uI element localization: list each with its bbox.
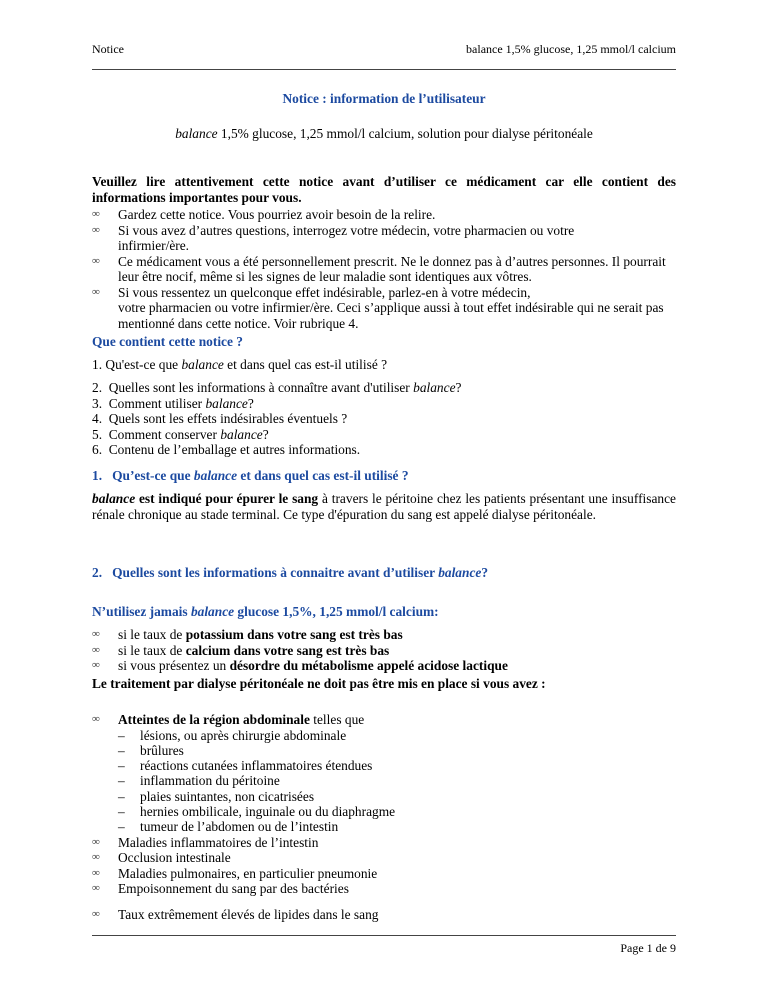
toc-item-4[interactable]: 4. Quels sont les effets indésirables éventuels ? <box>92 411 348 426</box>
section2-heading: 2. Quelles sont les informations à connaitre avant d’utiliser balance? <box>92 565 489 580</box>
dash-bullet-icon: – <box>118 727 125 743</box>
toc-list <box>92 380 676 458</box>
intro-warning: Veuillez lire attentivement cette notice avant d’utiliser ce médicament car elle contient des informations importantes pour vous. <box>92 174 676 205</box>
last-contra-item <box>92 907 676 923</box>
sub-list-item: – plaies suintantes, non cicatrisées <box>118 788 315 804</box>
toc-item-2[interactable]: 2. Quelles sont les informations à connaître avant d'utiliser balance? <box>92 380 462 395</box>
header-right-text: balance 1,5% glucose, 1,25 mmol/l calcium <box>466 42 676 56</box>
toc-item-3[interactable]: 3. Comment utiliser balance? <box>92 395 254 411</box>
infinity-bullet-icon: ∞ <box>92 851 100 864</box>
page-number: Page 1 de 9 <box>620 941 676 955</box>
toc-item-1[interactable]: 1. Qu'est-ce que balance et dans quel cas est-il utilisé ? <box>92 357 388 372</box>
footer-rule <box>92 935 676 936</box>
sub-list-item: – lésions, ou après chirurgie abdominale <box>118 727 347 743</box>
dash-bullet-icon: – <box>118 773 125 789</box>
list-item: ∞ Si vous ressentez un quelconque effet indésirable, parlez-en à votre médecin, votre pharmacien ou votre infirmier/ère. Ceci s’applique aussi à tout effet indésirable qui ne serait pas mentionné dans cette notice. Voir rubrique 4. <box>92 284 664 331</box>
sub-list-item: – hernies ombilicale, inguinale ou du diaphragme <box>118 803 396 819</box>
infinity-bullet-icon: ∞ <box>92 882 100 895</box>
document-subtitle <box>92 126 676 142</box>
dash-bullet-icon: – <box>118 819 125 835</box>
never-use-list <box>92 627 676 674</box>
section1-body: balance est indiqué pour épurer le sang à travers le péritoine chez les patients présentant une insuffisance rénale chronique au stade terminal. Ce type d'épuration du sang est appelé dialyse péritonéale. <box>92 491 676 522</box>
list-item: ∞ si vous présentez un désordre du métabolisme appelé acidose lactique <box>92 658 508 673</box>
section1-heading: 1. Qu’est-ce que balance et dans quel cas est-il utilisé ? <box>92 468 409 483</box>
list-item: ∞ si le taux de calcium dans votre sang est très bas <box>92 642 390 658</box>
infinity-bullet-icon: ∞ <box>92 643 100 656</box>
page-header <box>92 42 676 60</box>
infinity-bullet-icon: ∞ <box>92 866 100 879</box>
subtitle-rest: 1,5% glucose, 1,25 mmol/l calcium, solution pour dialyse péritonéale <box>217 126 593 141</box>
list-item: ∞ Empoisonnement du sang par des bactéries <box>92 881 349 897</box>
never-use-heading: N’utilisez jamais balance glucose 1,5%, 1,25 mmol/l calcium: <box>92 604 439 619</box>
list-item: ∞ Gardez cette notice. Vous pourriez avoir besoin de la relire. <box>92 207 436 222</box>
dash-bullet-icon: – <box>118 742 125 758</box>
intro-bullets <box>92 207 676 331</box>
dash-bullet-icon: – <box>118 803 125 819</box>
infinity-bullet-icon: ∞ <box>92 628 100 640</box>
sub-list-item: – réactions cutanées inflammatoires étendues <box>118 758 373 774</box>
sub-list-item: – brûlures <box>118 742 184 758</box>
infinity-bullet-icon: ∞ <box>92 908 100 920</box>
infinity-bullet-icon: ∞ <box>92 208 100 220</box>
infinity-bullet-icon: ∞ <box>92 223 100 236</box>
infinity-bullet-icon: ∞ <box>92 254 100 267</box>
list-item: ∞ Ce médicament vous a été personnellement prescrit. Ne le donnez pas à d’autres personnes. Il pourrait leur être nocif, même si les signes de leur maladie sont identiques aux vôtres. <box>92 253 666 284</box>
contraindication-list <box>92 712 676 897</box>
list-item: ∞ Occlusion intestinale <box>92 850 231 866</box>
list-item: ∞ si le taux de potassium dans votre sang est très bas <box>92 627 403 642</box>
toc-heading: Que contient cette notice ? <box>92 334 243 349</box>
infinity-bullet-icon: ∞ <box>92 285 100 298</box>
infinity-bullet-icon: ∞ <box>92 835 100 848</box>
list-item: ∞ Maladies inflammatoires de l’intestin <box>92 834 319 850</box>
header-left-text: Notice <box>92 42 124 56</box>
dash-bullet-icon: – <box>118 758 125 774</box>
infinity-bullet-icon: ∞ <box>92 659 100 671</box>
list-item: ∞ Maladies pulmonaires, en particulier pneumonie <box>92 865 378 881</box>
contraindication-heading: Le traitement par dialyse péritonéale ne doit pas être mis en place si vous avez : <box>92 676 546 691</box>
toc-item-6[interactable]: 6. Contenu de l’emballage et autres informations. <box>92 442 361 457</box>
sub-list-item: – inflammation du péritoine <box>118 773 280 789</box>
infinity-bullet-icon: ∞ <box>92 713 100 725</box>
list-item: ∞ Si vous avez d’autres questions, interrogez votre médecin, votre pharmacien ou votre infirmier/ère. <box>92 222 575 253</box>
document-title: Notice : information de l’utilisateur <box>282 91 486 106</box>
dash-bullet-icon: – <box>118 788 125 804</box>
list-item: ∞ Taux extrêmement élevés de lipides dans le sang <box>92 907 379 922</box>
header-rule <box>92 69 676 70</box>
list-item: ∞ Atteintes de la région abdominale telles que <box>92 712 365 727</box>
subtitle-product: balance <box>175 126 218 141</box>
toc-item-5[interactable]: 5. Comment conserver balance? <box>92 426 269 442</box>
sub-list-item: – tumeur de l’abdomen ou de l’intestin <box>118 819 339 835</box>
